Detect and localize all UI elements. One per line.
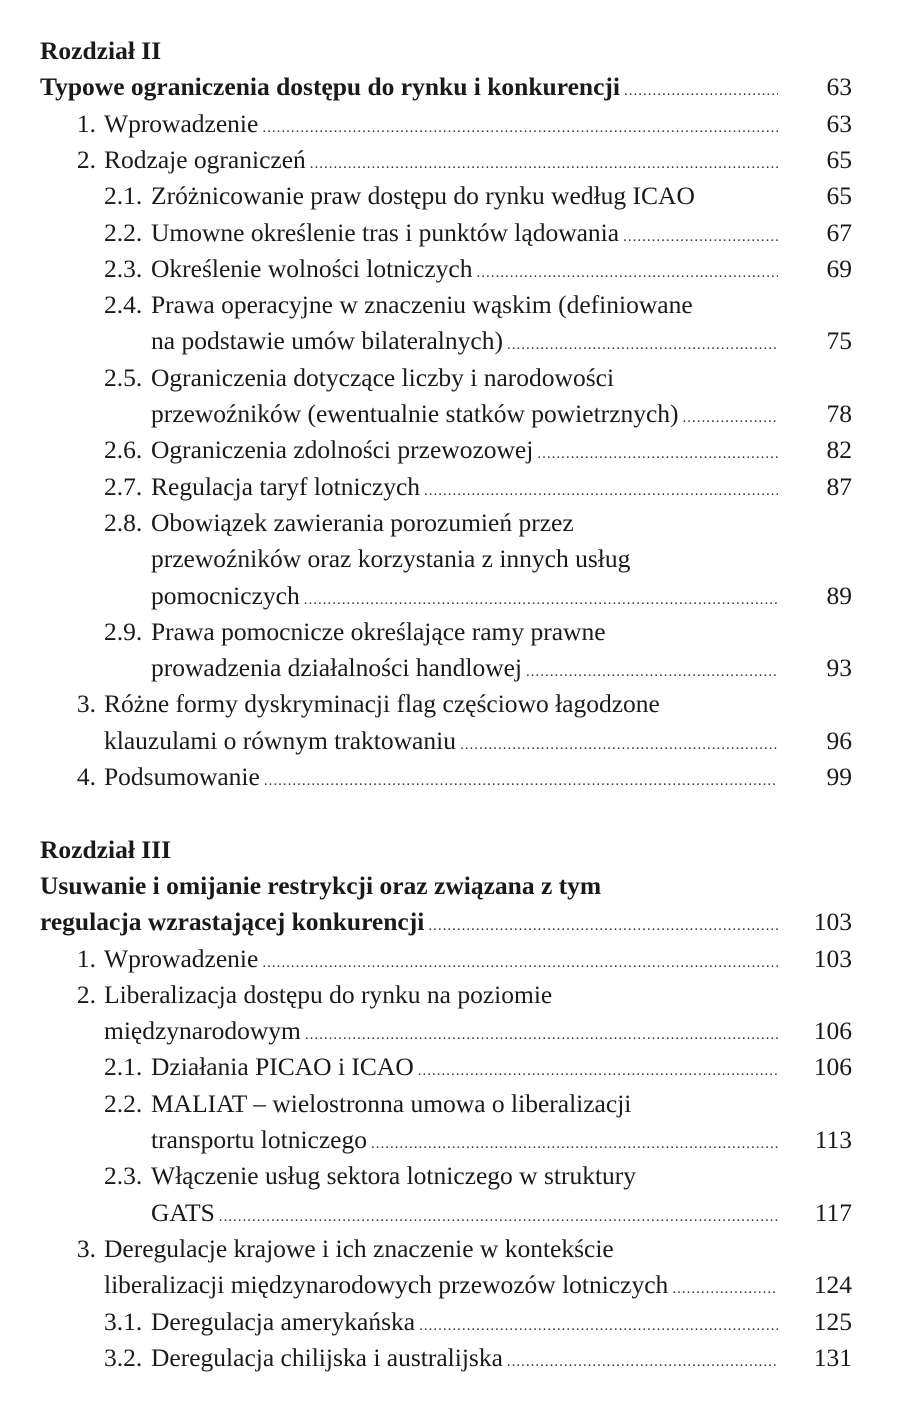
toc-entry (104, 1013, 784, 1049)
toc-entry (104, 142, 784, 178)
page-number: 106 (813, 1052, 852, 1082)
entry-text: Działania PICAO i ICAO (151, 1052, 414, 1082)
entry-text: klauzulami o równym traktowaniu (104, 725, 456, 755)
entry-number: 2.2. (104, 217, 143, 247)
entry-text: Rodzaje ograniczeń (104, 144, 306, 174)
page-number: 103 (813, 907, 852, 937)
entry-number: 2.7. (104, 471, 143, 501)
entry-number: 2. (76, 979, 96, 1009)
dot-leader (477, 251, 779, 291)
dot-leader (624, 69, 778, 109)
page-number: 99 (826, 762, 852, 791)
dot-leader (507, 323, 778, 363)
toc-entry (151, 178, 784, 214)
entry-number: 2.3. (104, 253, 143, 283)
entry-number: 2.2. (104, 1088, 143, 1118)
page-number: 87 (826, 471, 852, 501)
toc-entry (151, 1340, 784, 1376)
entry-number: 2.5. (104, 362, 143, 392)
entry-number: 3. (76, 689, 96, 719)
page-number: 82 (826, 435, 852, 465)
page-number: 113 (814, 1125, 852, 1154)
entry-text-line: MALIAT – wielostronna umowa o liberalizacji (151, 1088, 632, 1118)
toc-entry (104, 1267, 784, 1303)
page-number: 103 (813, 943, 852, 973)
toc-entry (151, 578, 784, 614)
dot-leader (262, 941, 778, 981)
entry-number: 2.3. (104, 1161, 143, 1191)
dot-leader (304, 578, 778, 618)
entry-text: prowadzenia działalności handlowej (151, 653, 523, 683)
entry-text: Deregulacja amerykańska (151, 1306, 416, 1336)
dot-leader (219, 1195, 778, 1235)
entry-text: przewoźników (ewentualnie statków powietrznych) (151, 399, 679, 428)
dot-leader (428, 904, 778, 944)
toc-entry (104, 759, 784, 795)
entry-text-line: Liberalizacja dostępu do rynku na poziomie (104, 979, 553, 1009)
page-number: 106 (813, 1016, 852, 1046)
dot-leader (419, 1304, 778, 1344)
entry-text: Wprowadzenie (104, 108, 259, 138)
entry-text: Deregulacja chilijska i australijska (151, 1342, 503, 1372)
entry-text: Podsumowanie (104, 762, 260, 791)
dot-leader (371, 1122, 778, 1162)
toc-entry (151, 396, 784, 432)
page-number: 65 (826, 144, 852, 174)
page-number: 131 (813, 1342, 852, 1372)
entry-number: 2.1. (104, 1052, 143, 1082)
entry-text: Określenie wolności lotniczych (151, 253, 473, 283)
page-number: 117 (814, 1197, 852, 1227)
dot-leader (418, 1049, 778, 1089)
toc-entry (151, 323, 784, 359)
dot-leader (460, 723, 778, 763)
entry-text-line: Prawa operacyjne w znaczeniu wąskim (definiowane (151, 290, 693, 320)
toc-entry (151, 1049, 784, 1085)
entry-text: Zróżnicowanie praw dostępu do rynku według ICAO (151, 181, 695, 211)
toc-entry (104, 106, 784, 142)
page-number: 67 (826, 217, 852, 247)
entry-number: 1. (76, 108, 96, 138)
page-number: 96 (826, 725, 852, 755)
chapter-title (40, 904, 784, 940)
chapter-title-text: regulacja wzrastającej konkurencji (40, 907, 425, 937)
entry-text-line: Różne formy dyskryminacji flag częściowo łagodzone (104, 689, 660, 719)
page-number: 63 (826, 72, 852, 102)
page-number: 125 (813, 1306, 852, 1336)
entry-number: 4. (76, 762, 96, 791)
toc-entry (104, 941, 784, 977)
toc-entry (151, 251, 784, 287)
toc-entry (151, 1195, 784, 1231)
entry-text: Regulacja taryf lotniczych (151, 471, 421, 501)
entry-text: Ograniczenia zdolności przewozowej (151, 435, 534, 465)
entry-number: 2.4. (104, 290, 143, 320)
entry-text: liberalizacji międzynarodowych przewozów lotniczych (104, 1270, 669, 1300)
page-number: 93 (826, 653, 852, 683)
dot-leader (672, 1267, 778, 1307)
dot-leader (264, 759, 778, 799)
entry-text: Wprowadzenie (104, 943, 259, 973)
entry-number: 2. (76, 144, 96, 174)
toc-entry (151, 650, 784, 686)
page-number: 124 (813, 1270, 852, 1300)
chapter-title-text: Typowe ograniczenia dostępu do rynku i konkurencji (40, 72, 620, 102)
chapter-title-line: Usuwanie i omijanie restrykcji oraz związana z tym (40, 870, 602, 900)
entry-text-line: Prawa pomocnicze określające ramy prawne (151, 616, 606, 646)
entry-number: 1. (76, 943, 96, 973)
chapter-title (40, 69, 784, 105)
page-number: 75 (826, 326, 852, 356)
entry-number: 2.1. (104, 181, 143, 211)
entry-text: pomocniczych (151, 580, 300, 610)
dot-leader (683, 396, 778, 436)
toc-entry (151, 215, 784, 251)
entry-text-line: przewoźników oraz korzystania z innych usług (151, 544, 631, 574)
page-number: 69 (826, 253, 852, 283)
page-number: 65 (826, 181, 852, 211)
entry-text: międzynarodowym (104, 1016, 301, 1046)
dot-leader (537, 432, 778, 472)
entry-text-line: Włączenie usług sektora lotniczego w struktury (151, 1161, 637, 1191)
dot-leader (526, 650, 778, 690)
dot-leader (310, 142, 778, 182)
toc-entry (104, 723, 784, 759)
page-number: 89 (826, 580, 852, 610)
page-number: 63 (826, 108, 852, 138)
dot-leader (262, 106, 778, 146)
toc-entry (151, 1304, 784, 1340)
entry-number: 2.6. (104, 435, 143, 465)
dot-leader (305, 1013, 778, 1053)
entry-number: 3. (76, 1233, 96, 1263)
dot-leader (424, 469, 778, 509)
entry-number: 3.2. (104, 1342, 143, 1372)
entry-text: GATS (151, 1197, 215, 1227)
dot-leader (623, 215, 778, 255)
entry-number: 2.9. (104, 616, 143, 646)
page-number: 78 (826, 399, 852, 428)
entry-text-line: Deregulacje krajowe i ich znaczenie w kontekście (104, 1233, 614, 1263)
entry-text: Umowne określenie tras i punktów lądowania (151, 217, 620, 247)
toc-entry (151, 432, 784, 468)
entry-number: 2.8. (104, 507, 143, 537)
toc-entry (151, 469, 784, 505)
entry-text: na podstawie umów bilateralnych) (151, 326, 503, 356)
toc-entry (151, 1122, 784, 1158)
chapter-label: Rozdział III (40, 834, 172, 864)
entry-text-line: Ograniczenia dotyczące liczby i narodowości (151, 362, 615, 392)
chapter-label: Rozdział II (40, 36, 162, 65)
dot-leader (507, 1340, 778, 1380)
entry-text-line: Obowiązek zawierania porozumień przez (151, 507, 574, 537)
entry-text: transportu lotniczego (151, 1125, 367, 1154)
entry-number: 3.1. (104, 1306, 143, 1336)
